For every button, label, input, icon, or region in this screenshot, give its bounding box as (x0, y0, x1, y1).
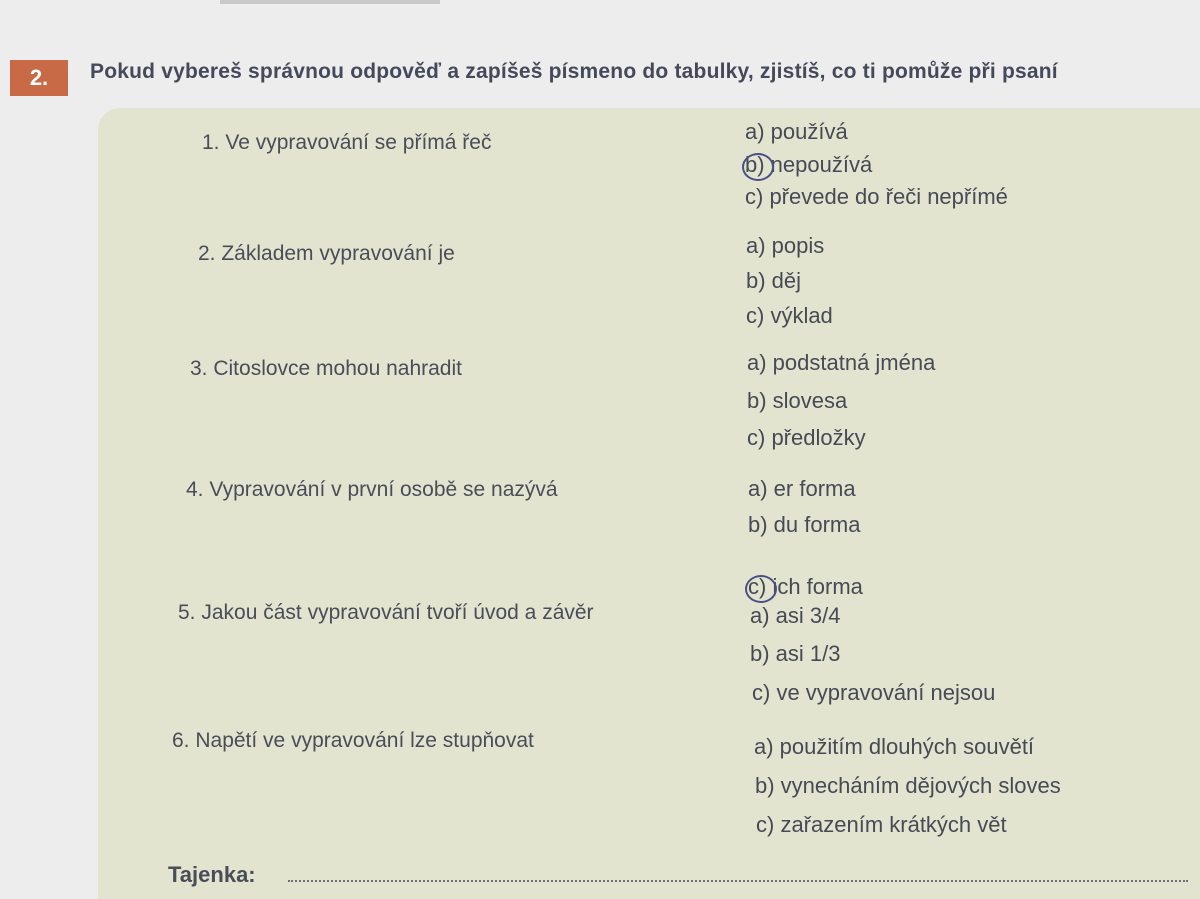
q4-option-b[interactable]: b) du forma (748, 512, 861, 537)
q1-option-a[interactable]: a) používá (745, 119, 848, 144)
q5-option-b[interactable]: b) asi 1/3 (750, 641, 841, 666)
q1-option-b-circled[interactable]: b) nepoužívá (745, 152, 1200, 178)
page-edge-strip (220, 0, 440, 4)
q5-option-a[interactable]: a) asi 3/4 (750, 603, 841, 628)
q3-option-b[interactable]: b) slovesa (747, 388, 848, 413)
q3-option-c[interactable]: c) předložky (747, 425, 866, 450)
q2-option-a[interactable]: a) popis (746, 233, 825, 258)
tajenka-answer-line[interactable] (288, 880, 1188, 882)
q3-option-a[interactable]: a) podstatná jména (747, 350, 936, 375)
q5-option-c[interactable]: c) ve vypravování nejsou (752, 680, 996, 705)
q4-option-a[interactable]: a) er forma (748, 476, 856, 501)
question-5: 5. Jakou část vypravování tvoří úvod a závěr (178, 601, 594, 624)
q6-option-b[interactable]: b) vynecháním dějových sloves (755, 773, 1061, 798)
question-2: 2. Základem vypravování je (198, 242, 455, 265)
tajenka-label: Tajenka: (168, 862, 256, 887)
q6-option-a[interactable]: a) použitím dlouhých souvětí (754, 734, 1035, 759)
question-4: 4. Vypravování v první osobě se nazývá (186, 478, 558, 501)
task-title: Pokud vybereš správnou odpověď a zapíšeš písmeno do tabulky, zjistíš, co ti pomůže při psaní (90, 60, 1058, 83)
question-1: 1. Ve vypravování se přímá řeč (202, 131, 492, 154)
task-number-badge: 2. (10, 60, 68, 96)
q1-option-c[interactable]: c) převede do řeči nepřímé (745, 184, 1008, 209)
q2-option-b[interactable]: b) děj (746, 268, 802, 293)
q4-option-c-circled[interactable]: c) ich forma (748, 574, 1200, 600)
q2-option-c[interactable]: c) výklad (746, 303, 833, 328)
q6-option-c[interactable]: c) zařazením krátkých vět (756, 812, 1007, 837)
question-3: 3. Citoslovce mohou nahradit (190, 357, 462, 380)
question-6: 6. Napětí ve vypravování lze stupňovat (172, 729, 534, 752)
